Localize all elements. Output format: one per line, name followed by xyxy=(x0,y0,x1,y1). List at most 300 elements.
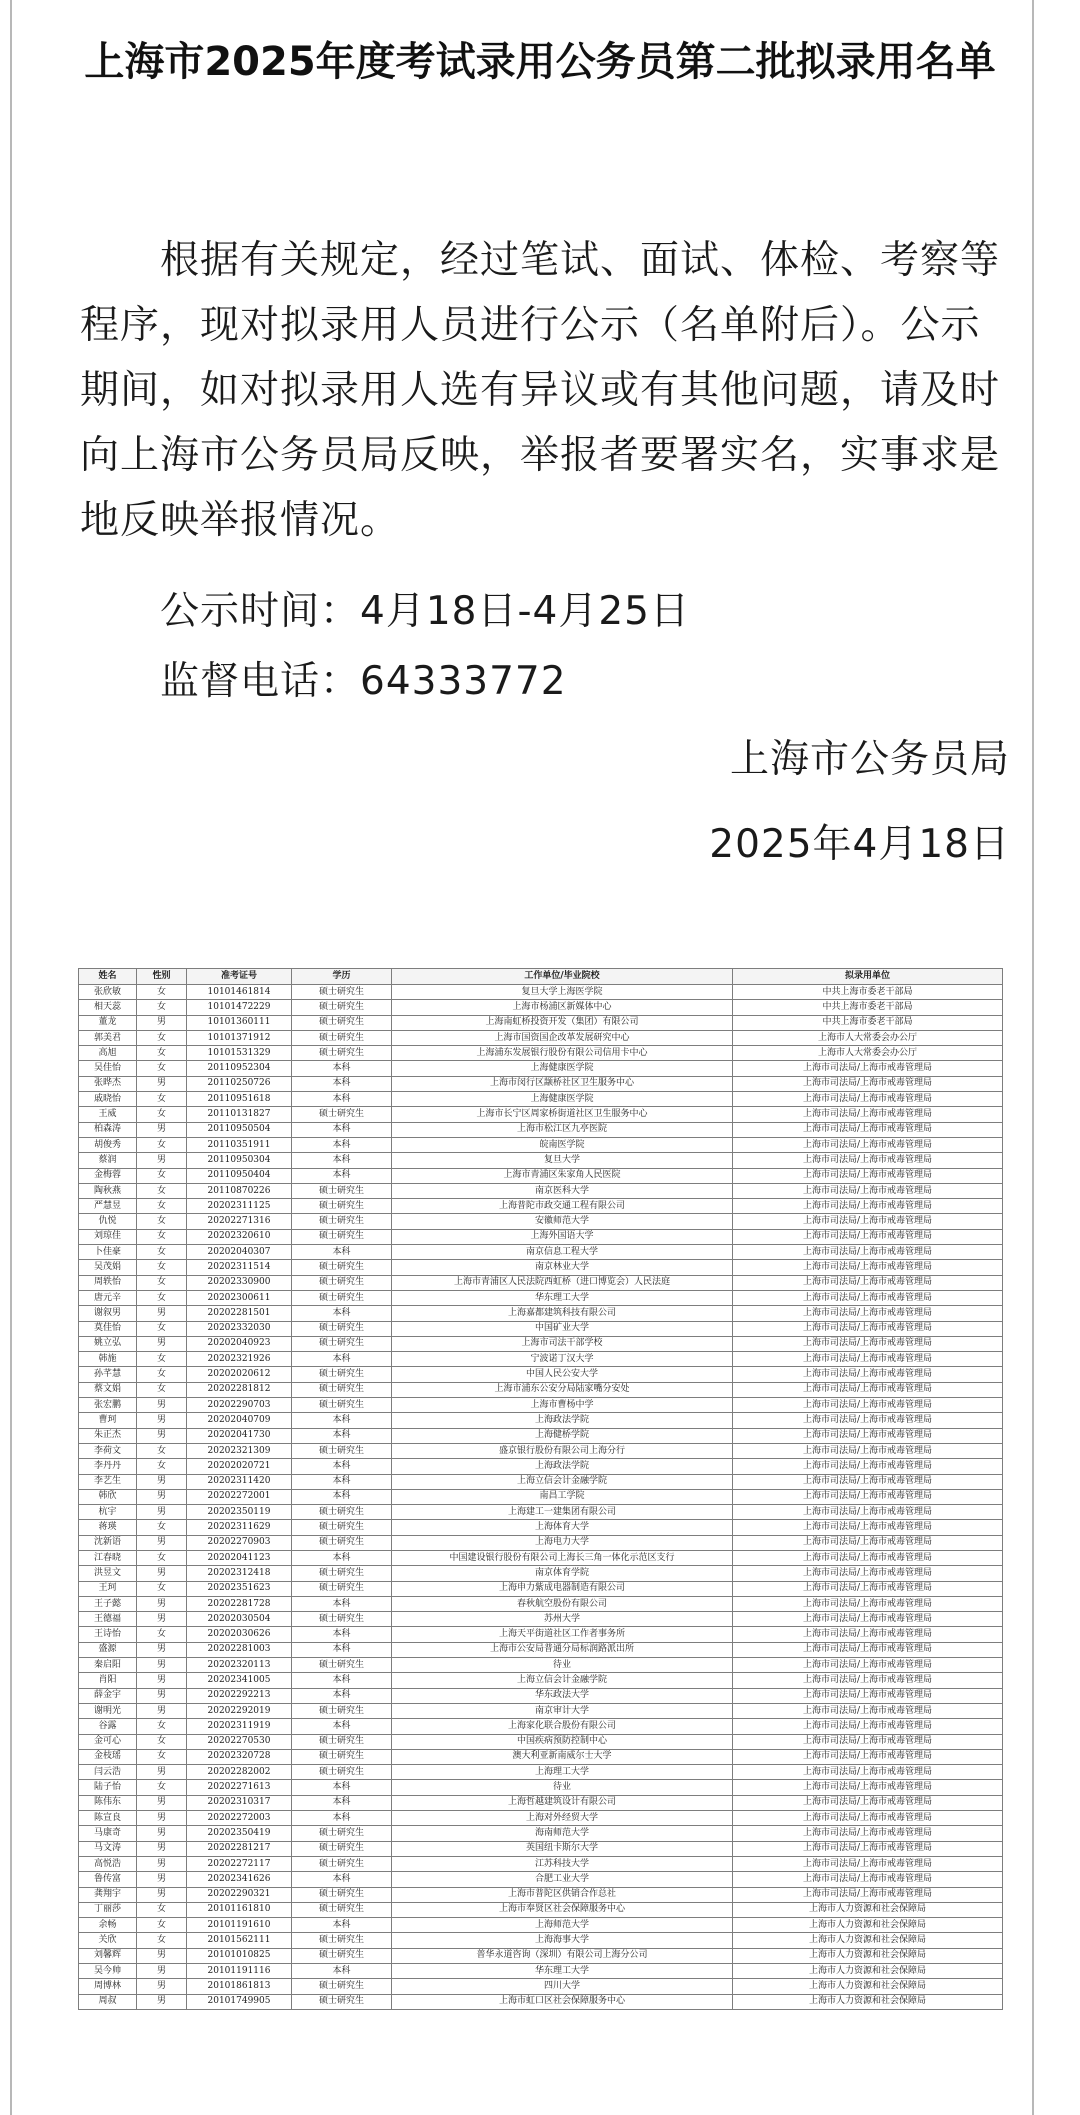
cell-name: 吴茂娟 xyxy=(79,1260,137,1275)
cell-education: 本科 xyxy=(292,1489,392,1504)
cell-exam-number: 20202290321 xyxy=(187,1887,292,1902)
cell-education: 本科 xyxy=(292,1459,392,1474)
cell-gender: 女 xyxy=(137,1520,187,1535)
cell-gender: 男 xyxy=(137,1413,187,1428)
table-row xyxy=(79,1199,1003,1214)
cell-name: 陆子怡 xyxy=(79,1780,137,1795)
table-row xyxy=(79,1398,1003,1413)
cell-exam-number: 20110951618 xyxy=(187,1092,292,1107)
cell-gender: 女 xyxy=(137,1352,187,1367)
cell-workplace-school: 上海外国语大学 xyxy=(392,1229,733,1244)
cell-exam-number: 20202350119 xyxy=(187,1505,292,1520)
cell-hiring-unit: 上海市人力资源和社会保障局 xyxy=(733,1979,1003,1994)
cell-education: 硕士研究生 xyxy=(292,1520,392,1535)
cell-name: 马康奇 xyxy=(79,1826,137,1841)
left-border-line xyxy=(10,0,12,2115)
cell-name: 金梅蓉 xyxy=(79,1168,137,1183)
cell-name: 卜佳豪 xyxy=(79,1245,137,1260)
cell-education: 硕士研究生 xyxy=(292,1658,392,1673)
cell-name: 关欣 xyxy=(79,1933,137,1948)
cell-name: 王德福 xyxy=(79,1612,137,1627)
cell-exam-number: 20202041123 xyxy=(187,1550,292,1565)
cell-gender: 女 xyxy=(137,1933,187,1948)
cell-hiring-unit: 上海市司法局/上海市戒毒管理局 xyxy=(733,1107,1003,1122)
cell-hiring-unit: 上海市人力资源和社会保障局 xyxy=(733,1994,1003,2009)
cell-exam-number: 20202300611 xyxy=(187,1290,292,1305)
cell-exam-number: 10101360111 xyxy=(187,1015,292,1030)
cell-workplace-school: 中国人民公安大学 xyxy=(392,1367,733,1382)
cell-exam-number: 10101461814 xyxy=(187,985,292,1000)
column-header-education: 学历 xyxy=(292,969,392,985)
cell-exam-number: 20202270903 xyxy=(187,1535,292,1550)
cell-workplace-school: 上海建工一建集团有限公司 xyxy=(392,1505,733,1520)
cell-gender: 男 xyxy=(137,1566,187,1581)
cell-education: 硕士研究生 xyxy=(292,1398,392,1413)
supervision-phone-label: 监督电话： xyxy=(160,659,361,704)
cell-name: 唐元辛 xyxy=(79,1290,137,1305)
table-row xyxy=(79,1413,1003,1428)
cell-name: 张宏鹏 xyxy=(79,1398,137,1413)
cell-exam-number: 20202040709 xyxy=(187,1413,292,1428)
cell-name: 鲁传富 xyxy=(79,1872,137,1887)
cell-hiring-unit: 上海市司法局/上海市戒毒管理局 xyxy=(733,1535,1003,1550)
cell-hiring-unit: 上海市司法局/上海市戒毒管理局 xyxy=(733,1642,1003,1657)
cell-education: 本科 xyxy=(292,1795,392,1810)
cell-exam-number: 20110950304 xyxy=(187,1153,292,1168)
cell-workplace-school: 上海市司法干部学校 xyxy=(392,1336,733,1351)
cell-workplace-school: 复旦大学 xyxy=(392,1153,733,1168)
cell-name: 高悦浩 xyxy=(79,1856,137,1871)
cell-name: 王子懿 xyxy=(79,1596,137,1611)
cell-hiring-unit: 上海市司法局/上海市戒毒管理局 xyxy=(733,1122,1003,1137)
cell-hiring-unit: 上海市司法局/上海市戒毒管理局 xyxy=(733,1290,1003,1305)
cell-hiring-unit: 上海市司法局/上海市戒毒管理局 xyxy=(733,1627,1003,1642)
cell-workplace-school: 上海市国资国企改革发展研究中心 xyxy=(392,1030,733,1045)
cell-workplace-school: 华东政法大学 xyxy=(392,1688,733,1703)
cell-workplace-school: 上海市奉贤区社会保障服务中心 xyxy=(392,1902,733,1917)
cell-workplace-school: 上海师范大学 xyxy=(392,1918,733,1933)
cell-gender: 男 xyxy=(137,1336,187,1351)
cell-gender: 女 xyxy=(137,1030,187,1045)
cell-gender: 女 xyxy=(137,1168,187,1183)
cell-gender: 女 xyxy=(137,1290,187,1305)
cell-hiring-unit: 上海市司法局/上海市戒毒管理局 xyxy=(733,1306,1003,1321)
cell-name: 胡俊秀 xyxy=(79,1137,137,1152)
cell-gender: 男 xyxy=(137,1015,187,1030)
cell-exam-number: 20202320610 xyxy=(187,1229,292,1244)
cell-gender: 女 xyxy=(137,1046,187,1061)
cell-gender: 男 xyxy=(137,1795,187,1810)
cell-name: 李艺生 xyxy=(79,1474,137,1489)
cell-gender: 女 xyxy=(137,1229,187,1244)
cell-exam-number: 20110131827 xyxy=(187,1107,292,1122)
table-row xyxy=(79,1749,1003,1764)
cell-hiring-unit: 上海市司法局/上海市戒毒管理局 xyxy=(733,1734,1003,1749)
table-row xyxy=(79,1780,1003,1795)
cell-hiring-unit: 上海市司法局/上海市戒毒管理局 xyxy=(733,1260,1003,1275)
cell-exam-number: 20101861813 xyxy=(187,1979,292,1994)
cell-hiring-unit: 上海市司法局/上海市戒毒管理局 xyxy=(733,1214,1003,1229)
cell-hiring-unit: 上海市司法局/上海市戒毒管理局 xyxy=(733,1199,1003,1214)
cell-hiring-unit: 上海市司法局/上海市戒毒管理局 xyxy=(733,1703,1003,1718)
cell-gender: 男 xyxy=(137,1489,187,1504)
cell-education: 硕士研究生 xyxy=(292,1015,392,1030)
cell-workplace-school: 上海对外经贸大学 xyxy=(392,1811,733,1826)
cell-education: 硕士研究生 xyxy=(292,1612,392,1627)
cell-workplace-school: 待业 xyxy=(392,1658,733,1673)
table-row xyxy=(79,1367,1003,1382)
cell-gender: 男 xyxy=(137,1398,187,1413)
cell-education: 硕士研究生 xyxy=(292,1581,392,1596)
cell-gender: 女 xyxy=(137,1245,187,1260)
cell-gender: 男 xyxy=(137,1153,187,1168)
cell-education: 硕士研究生 xyxy=(292,1367,392,1382)
cell-gender: 男 xyxy=(137,1658,187,1673)
table-row xyxy=(79,1979,1003,1994)
cell-education: 硕士研究生 xyxy=(292,1765,392,1780)
cell-exam-number: 20202281812 xyxy=(187,1382,292,1397)
cell-name: 孙芊慧 xyxy=(79,1367,137,1382)
cell-education: 本科 xyxy=(292,1642,392,1657)
cell-gender: 男 xyxy=(137,1122,187,1137)
cell-exam-number: 20202040923 xyxy=(187,1336,292,1351)
right-border-line xyxy=(1032,0,1034,2115)
cell-workplace-school: 上海政法学院 xyxy=(392,1413,733,1428)
cell-exam-number: 20202311919 xyxy=(187,1719,292,1734)
cell-education: 硕士研究生 xyxy=(292,1275,392,1290)
cell-hiring-unit: 上海市司法局/上海市戒毒管理局 xyxy=(733,1872,1003,1887)
cell-gender: 女 xyxy=(137,1780,187,1795)
cell-workplace-school: 上海市浦东公安分局陆家嘴分安处 xyxy=(392,1382,733,1397)
cell-workplace-school: 南京审计大学 xyxy=(392,1703,733,1718)
cell-education: 本科 xyxy=(292,1688,392,1703)
table-row xyxy=(79,1260,1003,1275)
cell-name: 韩施 xyxy=(79,1352,137,1367)
cell-exam-number: 20202272117 xyxy=(187,1856,292,1871)
table-row xyxy=(79,1596,1003,1611)
cell-workplace-school: 海南师范大学 xyxy=(392,1826,733,1841)
cell-workplace-school: 上海理工大学 xyxy=(392,1765,733,1780)
cell-exam-number: 20202341626 xyxy=(187,1872,292,1887)
table-row xyxy=(79,1550,1003,1565)
cell-name: 吴今帅 xyxy=(79,1964,137,1979)
table-row xyxy=(79,1856,1003,1871)
cell-education: 硕士研究生 xyxy=(292,985,392,1000)
cell-workplace-school: 四川大学 xyxy=(392,1979,733,1994)
table-header-row xyxy=(79,969,1003,985)
cell-hiring-unit: 上海市司法局/上海市戒毒管理局 xyxy=(733,1321,1003,1336)
table-row xyxy=(79,1107,1003,1122)
cell-hiring-unit: 上海市司法局/上海市戒毒管理局 xyxy=(733,1137,1003,1152)
cell-workplace-school: 上海市青浦区朱家角人民医院 xyxy=(392,1168,733,1183)
table-row xyxy=(79,1612,1003,1627)
cell-hiring-unit: 上海市司法局/上海市戒毒管理局 xyxy=(733,1826,1003,1841)
cell-name: 余畅 xyxy=(79,1918,137,1933)
cell-hiring-unit: 上海市司法局/上海市戒毒管理局 xyxy=(733,1596,1003,1611)
cell-workplace-school: 上海申力紫成电器制造有限公司 xyxy=(392,1581,733,1596)
cell-workplace-school: 上海市杨浦区新媒体中心 xyxy=(392,1000,733,1015)
cell-name: 闫云浩 xyxy=(79,1765,137,1780)
cell-hiring-unit: 上海市司法局/上海市戒毒管理局 xyxy=(733,1092,1003,1107)
table-row xyxy=(79,1306,1003,1321)
cell-education: 硕士研究生 xyxy=(292,1841,392,1856)
cell-education: 硕士研究生 xyxy=(292,1046,392,1061)
cell-workplace-school: 南京信息工程大学 xyxy=(392,1245,733,1260)
cell-exam-number: 20202281003 xyxy=(187,1642,292,1657)
table-row xyxy=(79,1703,1003,1718)
cell-exam-number: 10101531329 xyxy=(187,1046,292,1061)
cell-hiring-unit: 中共上海市委老干部局 xyxy=(733,985,1003,1000)
cell-name: 刘馨辉 xyxy=(79,1948,137,1963)
table-row xyxy=(79,1015,1003,1030)
cell-hiring-unit: 上海市司法局/上海市戒毒管理局 xyxy=(733,1887,1003,1902)
cell-gender: 男 xyxy=(137,1306,187,1321)
column-header-exam-number: 准考证号 xyxy=(187,969,292,985)
cell-gender: 女 xyxy=(137,985,187,1000)
issue-date: 2025年4月18日 xyxy=(709,822,1010,867)
cell-exam-number: 20101161810 xyxy=(187,1902,292,1917)
cell-exam-number: 20101562111 xyxy=(187,1933,292,1948)
table-row xyxy=(79,1994,1003,2009)
cell-hiring-unit: 上海市司法局/上海市戒毒管理局 xyxy=(733,1811,1003,1826)
cell-exam-number: 20202030504 xyxy=(187,1612,292,1627)
cell-exam-number: 20202311420 xyxy=(187,1474,292,1489)
notice-body: 根据有关规定，经过笔试、面试、体检、考察等程序，现对拟录用人员进行公示（名单附后）。公示期间，如对拟录用人选有异议或有其他问题，请及时向上海市公务员局反映，举报者要署实名，实事求是地反映举报情况。 xyxy=(80,238,1001,543)
cell-hiring-unit: 上海市司法局/上海市戒毒管理局 xyxy=(733,1275,1003,1290)
cell-workplace-school: 上海浦东发展银行股份有限公司信用卡中心 xyxy=(392,1046,733,1061)
cell-workplace-school: 上海市青浦区人民法院西虹桥（进口博览会）人民法庭 xyxy=(392,1275,733,1290)
cell-workplace-school: 中国建设银行股份有限公司上海长三角一体化示范区支行 xyxy=(392,1550,733,1565)
cell-name: 谢叙男 xyxy=(79,1306,137,1321)
cell-gender: 女 xyxy=(137,1459,187,1474)
cell-gender: 女 xyxy=(137,1137,187,1152)
cell-gender: 男 xyxy=(137,1979,187,1994)
cell-education: 硕士研究生 xyxy=(292,1505,392,1520)
cell-hiring-unit: 上海市司法局/上海市戒毒管理局 xyxy=(733,1398,1003,1413)
table-row xyxy=(79,1076,1003,1091)
table-row xyxy=(79,1948,1003,1963)
table-row xyxy=(79,1000,1003,1015)
publicity-time-label: 公示时间： xyxy=(160,589,361,634)
cell-name: 李丹丹 xyxy=(79,1459,137,1474)
cell-hiring-unit: 上海市人力资源和社会保障局 xyxy=(733,1902,1003,1917)
cell-exam-number: 20202270530 xyxy=(187,1734,292,1749)
cell-gender: 女 xyxy=(137,1719,187,1734)
cell-workplace-school: 南京体育学院 xyxy=(392,1566,733,1581)
table-row xyxy=(79,1459,1003,1474)
cell-gender: 男 xyxy=(137,1474,187,1489)
cell-education: 硕士研究生 xyxy=(292,1443,392,1458)
cell-education: 硕士研究生 xyxy=(292,1994,392,2009)
cell-workplace-school: 南京医科大学 xyxy=(392,1183,733,1198)
cell-hiring-unit: 上海市司法局/上海市戒毒管理局 xyxy=(733,1749,1003,1764)
cell-education: 硕士研究生 xyxy=(292,1948,392,1963)
cell-hiring-unit: 上海市司法局/上海市戒毒管理局 xyxy=(733,1673,1003,1688)
cell-hiring-unit: 中共上海市委老干部局 xyxy=(733,1015,1003,1030)
cell-education: 硕士研究生 xyxy=(292,1030,392,1045)
cell-education: 硕士研究生 xyxy=(292,1321,392,1336)
cell-exam-number: 20202041730 xyxy=(187,1428,292,1443)
cell-hiring-unit: 上海市人大常委会办公厅 xyxy=(733,1046,1003,1061)
cell-exam-number: 20202311125 xyxy=(187,1199,292,1214)
cell-workplace-school: 上海立信会计金融学院 xyxy=(392,1673,733,1688)
cell-hiring-unit: 上海市人力资源和社会保障局 xyxy=(733,1918,1003,1933)
cell-name: 相天蕊 xyxy=(79,1000,137,1015)
cell-exam-number: 20202341005 xyxy=(187,1673,292,1688)
cell-hiring-unit: 上海市司法局/上海市戒毒管理局 xyxy=(733,1061,1003,1076)
cell-education: 本科 xyxy=(292,1780,392,1795)
cell-workplace-school: 南京林业大学 xyxy=(392,1260,733,1275)
candidate-list-table xyxy=(78,968,1003,2010)
cell-gender: 男 xyxy=(137,1765,187,1780)
cell-workplace-school: 春秋航空股份有限公司 xyxy=(392,1596,733,1611)
cell-hiring-unit: 上海市司法局/上海市戒毒管理局 xyxy=(733,1550,1003,1565)
candidate-list-table-wrap xyxy=(78,968,1002,2010)
cell-gender: 女 xyxy=(137,1321,187,1336)
cell-exam-number: 20202271613 xyxy=(187,1780,292,1795)
cell-name: 董龙 xyxy=(79,1015,137,1030)
cell-education: 本科 xyxy=(292,1153,392,1168)
cell-workplace-school: 上海市长宁区周家桥街道社区卫生服务中心 xyxy=(392,1107,733,1122)
cell-name: 江春晓 xyxy=(79,1550,137,1565)
table-row xyxy=(79,1566,1003,1581)
table-row xyxy=(79,1734,1003,1749)
table-row xyxy=(79,1505,1003,1520)
cell-exam-number: 20202350419 xyxy=(187,1826,292,1841)
cell-gender: 女 xyxy=(137,1199,187,1214)
table-row xyxy=(79,1535,1003,1550)
cell-gender: 女 xyxy=(137,1260,187,1275)
column-header-workplace-school: 工作单位/毕业院校 xyxy=(392,969,733,985)
table-body xyxy=(79,985,1003,2010)
cell-workplace-school: 上海哲越建筑设计有限公司 xyxy=(392,1795,733,1810)
cell-education: 本科 xyxy=(292,1474,392,1489)
cell-workplace-school: 上海海事大学 xyxy=(392,1933,733,1948)
cell-workplace-school: 苏州大学 xyxy=(392,1612,733,1627)
table-row xyxy=(79,1428,1003,1443)
cell-gender: 女 xyxy=(137,1443,187,1458)
cell-exam-number: 20202311629 xyxy=(187,1520,292,1535)
publicity-time-value: 4月18日-4月25日 xyxy=(360,589,690,634)
cell-exam-number: 20202321926 xyxy=(187,1352,292,1367)
cell-hiring-unit: 上海市司法局/上海市戒毒管理局 xyxy=(733,1688,1003,1703)
cell-education: 本科 xyxy=(292,1352,392,1367)
cell-hiring-unit: 上海市司法局/上海市戒毒管理局 xyxy=(733,1443,1003,1458)
cell-name: 马文涛 xyxy=(79,1841,137,1856)
table-row xyxy=(79,1658,1003,1673)
cell-name: 严慧昱 xyxy=(79,1199,137,1214)
cell-name: 朱正杰 xyxy=(79,1428,137,1443)
cell-workplace-school: 上海市松江区九亭医院 xyxy=(392,1122,733,1137)
cell-gender: 男 xyxy=(137,1856,187,1871)
cell-name: 吴佳怡 xyxy=(79,1061,137,1076)
cell-hiring-unit: 上海市司法局/上海市戒毒管理局 xyxy=(733,1413,1003,1428)
cell-gender: 男 xyxy=(137,1887,187,1902)
cell-gender: 女 xyxy=(137,1581,187,1596)
cell-workplace-school: 澳大利亚新南威尔士大学 xyxy=(392,1749,733,1764)
cell-exam-number: 20101010825 xyxy=(187,1948,292,1963)
table-row xyxy=(79,1275,1003,1290)
table-row xyxy=(79,1887,1003,1902)
cell-education: 硕士研究生 xyxy=(292,1229,392,1244)
cell-name: 谢明光 xyxy=(79,1703,137,1718)
cell-exam-number: 20202330900 xyxy=(187,1275,292,1290)
cell-education: 硕士研究生 xyxy=(292,1902,392,1917)
cell-exam-number: 20202320728 xyxy=(187,1749,292,1764)
cell-exam-number: 20202272001 xyxy=(187,1489,292,1504)
cell-hiring-unit: 上海市司法局/上海市戒毒管理局 xyxy=(733,1428,1003,1443)
cell-exam-number: 20202312418 xyxy=(187,1566,292,1581)
cell-hiring-unit: 上海市司法局/上海市戒毒管理局 xyxy=(733,1856,1003,1871)
cell-name: 周轶怡 xyxy=(79,1275,137,1290)
table-row xyxy=(79,1214,1003,1229)
cell-hiring-unit: 上海市司法局/上海市戒毒管理局 xyxy=(733,1382,1003,1397)
cell-education: 本科 xyxy=(292,1964,392,1979)
cell-name: 蔡润 xyxy=(79,1153,137,1168)
cell-gender: 男 xyxy=(137,1642,187,1657)
cell-workplace-school: 上海南虹桥投资开发（集团）有限公司 xyxy=(392,1015,733,1030)
cell-exam-number: 20202281217 xyxy=(187,1841,292,1856)
cell-hiring-unit: 上海市司法局/上海市戒毒管理局 xyxy=(733,1489,1003,1504)
cell-gender: 男 xyxy=(137,1612,187,1627)
cell-gender: 男 xyxy=(137,1841,187,1856)
cell-exam-number: 20202290703 xyxy=(187,1398,292,1413)
table-row xyxy=(79,1290,1003,1305)
cell-name: 王珂 xyxy=(79,1581,137,1596)
table-row xyxy=(79,1443,1003,1458)
cell-name: 金可心 xyxy=(79,1734,137,1749)
cell-exam-number: 20202310317 xyxy=(187,1795,292,1810)
cell-hiring-unit: 上海市司法局/上海市戒毒管理局 xyxy=(733,1183,1003,1198)
cell-education: 本科 xyxy=(292,1168,392,1183)
cell-workplace-school: 上海嘉都建筑科技有限公司 xyxy=(392,1306,733,1321)
table-row xyxy=(79,1811,1003,1826)
cell-exam-number: 20202020612 xyxy=(187,1367,292,1382)
cell-name: 薛金宇 xyxy=(79,1688,137,1703)
cell-workplace-school: 华东理工大学 xyxy=(392,1964,733,1979)
cell-exam-number: 20202351623 xyxy=(187,1581,292,1596)
cell-exam-number: 20202020721 xyxy=(187,1459,292,1474)
cell-gender: 男 xyxy=(137,1535,187,1550)
table-row xyxy=(79,1046,1003,1061)
table-row xyxy=(79,1765,1003,1780)
cell-education: 硕士研究生 xyxy=(292,1734,392,1749)
cell-hiring-unit: 上海市司法局/上海市戒毒管理局 xyxy=(733,1245,1003,1260)
cell-name: 莫佳怡 xyxy=(79,1321,137,1336)
cell-name: 金枝瑶 xyxy=(79,1749,137,1764)
cell-hiring-unit: 上海市司法局/上海市戒毒管理局 xyxy=(733,1352,1003,1367)
cell-exam-number: 20110250726 xyxy=(187,1076,292,1091)
cell-hiring-unit: 上海市司法局/上海市戒毒管理局 xyxy=(733,1581,1003,1596)
cell-exam-number: 20202281501 xyxy=(187,1306,292,1321)
cell-gender: 男 xyxy=(137,1703,187,1718)
cell-education: 本科 xyxy=(292,1918,392,1933)
cell-education: 本科 xyxy=(292,1550,392,1565)
cell-name: 洪昱文 xyxy=(79,1566,137,1581)
cell-exam-number: 20202040307 xyxy=(187,1245,292,1260)
cell-name: 沈新语 xyxy=(79,1535,137,1550)
table-row xyxy=(79,1933,1003,1948)
table-row xyxy=(79,1168,1003,1183)
cell-education: 硕士研究生 xyxy=(292,1979,392,1994)
column-header-hiring-unit: 拟录用单位 xyxy=(733,969,1003,985)
cell-exam-number: 10101472229 xyxy=(187,1000,292,1015)
table-row xyxy=(79,1336,1003,1351)
table-row xyxy=(79,1795,1003,1810)
cell-hiring-unit: 上海市司法局/上海市戒毒管理局 xyxy=(733,1612,1003,1627)
cell-gender: 女 xyxy=(137,1092,187,1107)
cell-name: 周叔 xyxy=(79,1994,137,2009)
